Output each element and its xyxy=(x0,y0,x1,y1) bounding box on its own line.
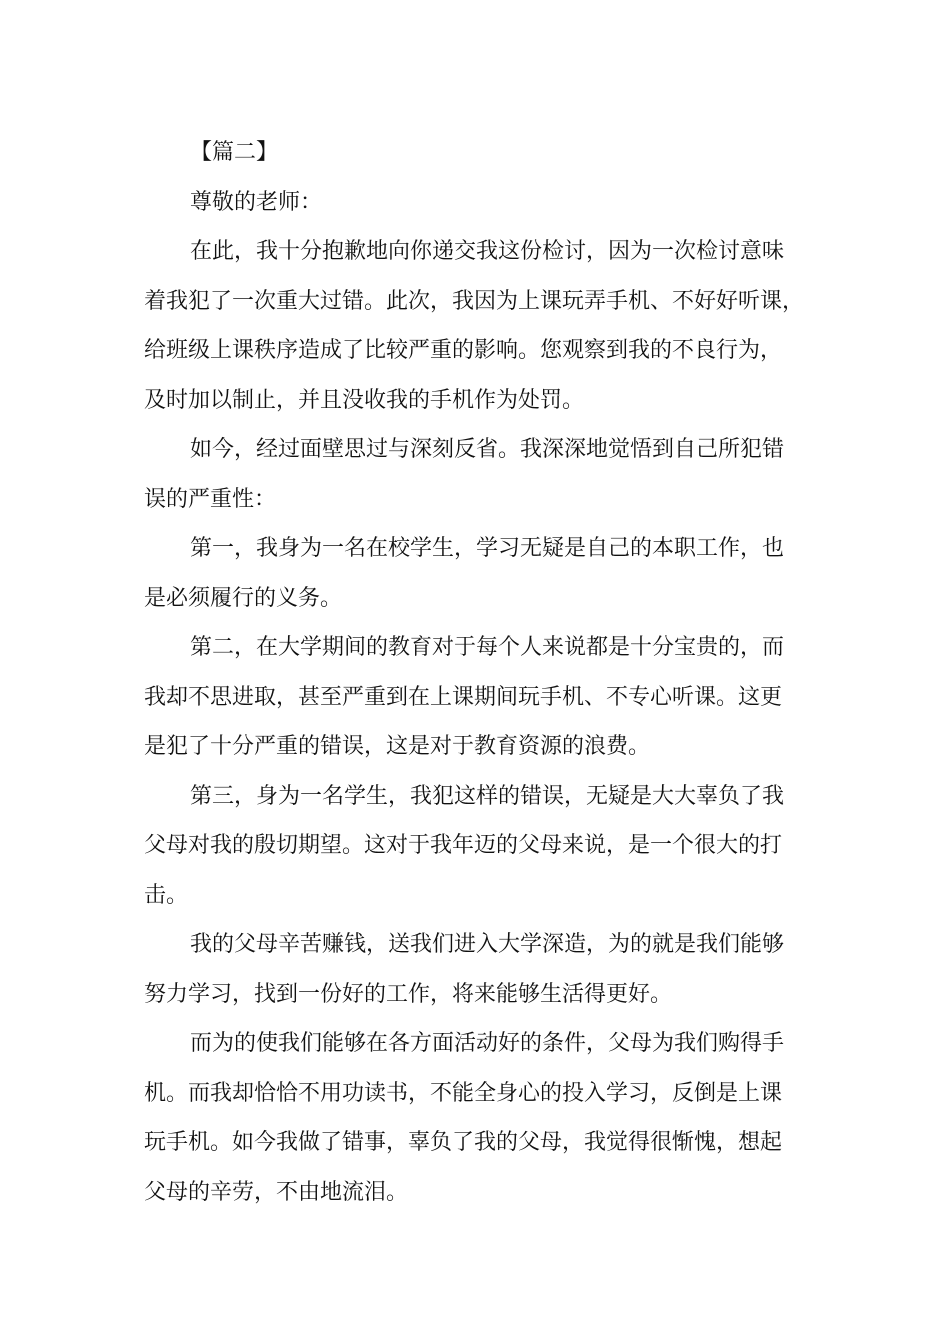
document-body xyxy=(144,128,810,1217)
text-line: 第三，身为一名学生，我犯这样的错误，无疑是大大辜负了我 xyxy=(190,783,785,809)
text-line: 我却不思进取，甚至严重到在上课期间玩手机、不专心听课。这更 xyxy=(144,684,783,710)
text-line: 父母对我的殷切期望。这对于我年迈的父母来说，是一个很大的打 xyxy=(144,833,783,858)
text-line: 我的父母辛苦赚钱，送我们进入大学深造，为的就是我们能够 xyxy=(190,932,785,957)
text-line: 父母的辛劳，不由地流泪。 xyxy=(144,1179,409,1205)
text-line: 击。 xyxy=(144,882,189,908)
text-line: 在此，我十分抱歉地向你递交我这份检讨，因为一次检讨意味 xyxy=(190,239,785,264)
text-line: 而为的使我们能够在各方面活动好的条件，父母为我们购得手 xyxy=(190,1031,785,1056)
text-line: 给班级上课秩序造成了比较严重的影响。您观察到我的不良行为， xyxy=(144,338,783,363)
text-line: 努力学习，找到一份好的工作，将来能够生活得更好。 xyxy=(144,981,673,1007)
salutation: 尊敬的老师： xyxy=(190,189,323,215)
text-line: 误的严重性： xyxy=(144,486,277,512)
section-heading: 【篇二】 xyxy=(190,140,279,165)
text-line: 及时加以制止，并且没收我的手机作为处罚。 xyxy=(144,387,585,413)
text-line: 如今，经过面壁思过与深刻反省。我深深地觉悟到自己所犯错 xyxy=(190,437,785,462)
text-line: 是犯了十分严重的错误，这是对于教育资源的浪费。 xyxy=(144,734,651,759)
text-line: 是必须履行的义务。 xyxy=(144,585,343,611)
text-line: 第二，在大学期间的教育对于每个人来说都是十分宝贵的，而 xyxy=(190,635,785,660)
text-line: 玩手机。如今我做了错事，辜负了我的父母，我觉得很惭愧，想起 xyxy=(144,1130,783,1155)
text-line: 机。而我却恰恰不用功读书，不能全身心的投入学习，反倒是上课 xyxy=(144,1080,783,1106)
text-line: 第一，我身为一名在校学生，学习无疑是自己的本职工作，也 xyxy=(190,536,785,561)
text-line: 着我犯了一次重大过错。此次，我因为上课玩弄手机、不好好听课， xyxy=(144,288,805,314)
body-text xyxy=(144,227,810,1217)
